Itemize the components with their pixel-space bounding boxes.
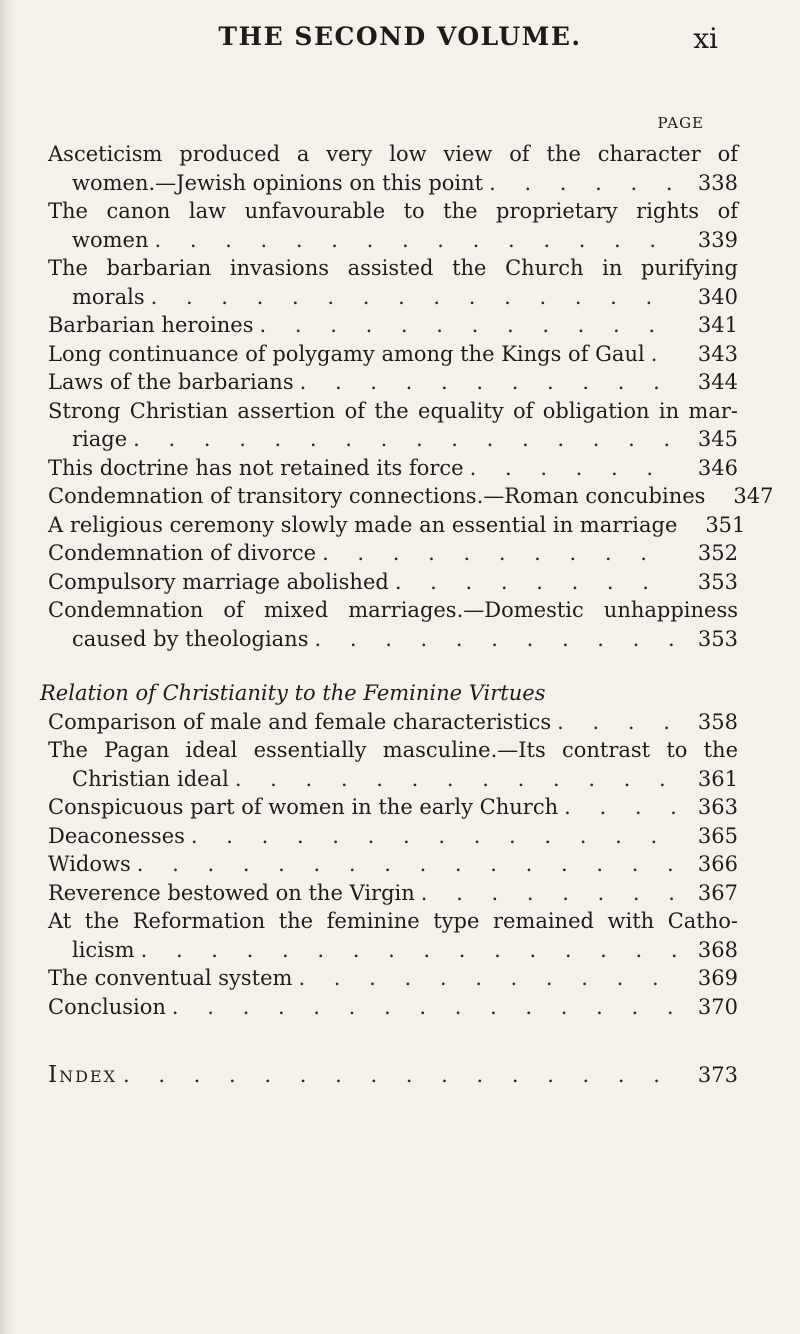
toc-entry (48, 539, 738, 568)
toc-entry (48, 140, 738, 197)
toc-entry (48, 850, 738, 879)
toc-page-number: 365 (697, 823, 738, 848)
dot-leaders (123, 1061, 676, 1090)
toc-page-number: 363 (697, 795, 738, 819)
dot-leaders (137, 850, 676, 879)
toc-page-number: 367 (697, 880, 738, 905)
toc-entry (48, 964, 738, 993)
toc-page-number: 370 (697, 994, 738, 1019)
dot-leaders (564, 793, 676, 822)
index-entry (48, 1061, 738, 1090)
dot-leaders (151, 283, 676, 312)
toc-entry (48, 793, 738, 822)
toc-entry-text: Condemnation of transitory connections.—Roman concubines (48, 484, 706, 508)
toc-entry-line: The barbarian invasions assisted the Church in purifying (48, 256, 738, 280)
toc-entry-text: Widows (48, 852, 131, 876)
toc-entry (48, 482, 774, 511)
toc-page-number: 340 (697, 284, 738, 309)
section-heading: Relation of Christianity to the Feminine Virtues (40, 681, 546, 705)
dot-leaders (154, 226, 676, 255)
toc-page-number: 351 (705, 512, 746, 537)
toc-page-number: 361 (697, 766, 738, 791)
toc-entry (48, 907, 738, 964)
dot-leaders (298, 964, 676, 993)
toc-entry (48, 511, 746, 540)
toc-entry-text: women.—Jewish opinions on this point (72, 170, 484, 195)
toc-entry-text: Laws of the barbarians (48, 370, 294, 394)
toc-entry-text: Conclusion (48, 994, 166, 1019)
toc-entry-text: women (72, 227, 149, 252)
entries-after (48, 708, 738, 1022)
index-label: Index (48, 1062, 117, 1088)
toc-entry (48, 340, 738, 369)
toc-entry (48, 368, 738, 397)
index-page: 373 (697, 1063, 738, 1087)
toc-entry (48, 822, 738, 851)
toc-page-number: 345 (697, 427, 738, 451)
toc-page-number: 352 (697, 541, 738, 565)
page-column-label: PAGE (657, 114, 704, 132)
toc-entry (48, 568, 738, 597)
toc-entry (48, 454, 738, 483)
toc-page-number: 353 (697, 626, 738, 651)
dot-leaders (315, 625, 677, 654)
toc-entry (48, 311, 738, 340)
toc-entry-text: Condemnation of divorce (48, 541, 317, 565)
toc-page-number: 346 (697, 455, 738, 480)
dot-leaders (557, 708, 676, 737)
toc-entry (48, 197, 738, 254)
toc-entry-text: morals (72, 284, 145, 309)
folio-number: xi (693, 22, 718, 55)
toc-entry-line: Condemnation of mixed marriages.—Domestic unhappiness (48, 598, 738, 622)
dot-leaders (300, 368, 676, 397)
dot-leaders (191, 822, 676, 851)
toc-entry-line: Strong Christian assertion of the equality of obligation in mar- (48, 398, 738, 423)
toc-entry-text: Conspicuous part of women in the early Church (48, 795, 559, 819)
dot-leaders (421, 879, 676, 908)
toc-entry-text: This doctrine has not retained its force (48, 455, 464, 480)
toc-entry-line: The canon law unfavourable to the proprietary rights of (48, 199, 738, 223)
toc-page-number: 369 (697, 966, 738, 990)
toc-entry-text: Long continuance of polygamy among the Kings of Gaul (48, 341, 645, 366)
toc-entry (48, 736, 738, 793)
page-edge-shadow (0, 0, 14, 1334)
dot-leaders (470, 454, 676, 483)
toc-entry-line: At the Reformation the feminine type remained with Catho- (48, 909, 738, 933)
running-head (0, 22, 800, 62)
toc-entry (48, 596, 738, 653)
toc-entry-text: riage (72, 427, 128, 451)
toc-entry-line: The Pagan ideal essentially masculine.—Its contrast to the (48, 738, 738, 762)
toc-entry (48, 254, 738, 311)
toc-entry-text: Compulsory marriage abolished (48, 569, 389, 594)
toc-page-number: 347 (733, 484, 774, 508)
dot-leaders (141, 936, 676, 965)
toc-entry-text: Comparison of male and female characteristics (48, 709, 552, 734)
toc-page-number: 343 (697, 341, 738, 366)
toc-page-number: 368 (697, 937, 738, 962)
dot-leaders (172, 993, 676, 1022)
toc-entry-text: The conventual system (48, 966, 293, 990)
toc-entry (48, 879, 738, 908)
toc-page-number: 339 (697, 227, 738, 252)
toc-entry (48, 397, 738, 454)
toc-page-number: 353 (697, 569, 738, 594)
toc-entry (48, 993, 738, 1022)
toc-page-number: 344 (697, 370, 738, 394)
toc-page-number: 341 (697, 313, 738, 337)
toc-entry-line: Asceticism produced a very low view of the character of (48, 142, 738, 166)
dot-leaders (322, 539, 676, 568)
dot-leaders (395, 568, 676, 597)
toc-entry-text: Barbarian heroines (48, 313, 254, 337)
toc-entry-text: Christian ideal (72, 766, 229, 791)
dot-leaders (235, 765, 676, 794)
toc-page-number: 338 (697, 170, 738, 195)
toc-page-number: 366 (697, 852, 738, 876)
toc-entry (48, 708, 738, 737)
running-title: THE SECOND VOLUME. (218, 22, 582, 51)
toc-entry-text: caused by theologians (72, 626, 309, 651)
entries-before (48, 140, 774, 653)
toc-entry-text: Reverence bestowed on the Virgin (48, 880, 415, 905)
table-of-contents (40, 140, 774, 1090)
dot-leaders (133, 425, 676, 454)
dot-leaders (489, 169, 676, 198)
toc-entry-text: licism (72, 937, 135, 962)
dot-leaders (651, 340, 676, 369)
toc-page-number: 358 (697, 709, 738, 734)
toc-entry-text: A religious ceremony slowly made an essential in marriage (48, 512, 678, 537)
toc-entry-text: Deaconesses (48, 823, 185, 848)
dot-leaders (260, 311, 676, 340)
